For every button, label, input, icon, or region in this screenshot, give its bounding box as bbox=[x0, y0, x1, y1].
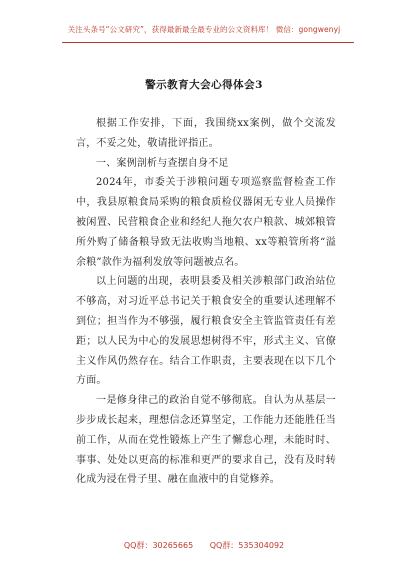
footer-contact bbox=[0, 540, 408, 551]
header-divider bbox=[62, 42, 354, 43]
paragraph-intro: 根据工作安排，下面，我围绕xx案例，做个交流发言，不妥之处，敬请批评指正。 bbox=[76, 118, 336, 149]
paragraph-case: 2024年，市委关于涉粮问题专项巡察监督检查工作中，我县原粮食局采购的粮食质检仪器闲无专业人员操作被闲置、民营粮食企业和经纪人拖欠农户粮款、城郊粮管所外购了储备粮导致无法收购当地粮、xx等粮管所将“溢余粮”款作为福利发放等问题被点名。 bbox=[76, 177, 336, 268]
document-body bbox=[76, 114, 336, 490]
document-title: 警示教育大会心得体会3 bbox=[145, 79, 263, 91]
paragraph-analysis: 以上问题的出现，表明县委及相关涉粮部门政治站位不够高，对习近平总书记关于粮食安全的重要认述理解不到位；担当作为不够强，履行粮食安全主管监管责任有差距；以人民为中心的发展思想树得不牢，形式主义、官僚主义作风仍然存在。结合工作职责，主要表现在以下几个方面。 bbox=[76, 276, 336, 387]
footer-qq-group-2: QQ群：535304092 bbox=[209, 541, 285, 550]
paragraph-point-one: 一是修身律己的政治自觉不够彻底。自认为从基层一步步成长起来，理想信念还算坚定，工作能力还能胜任当前工作，从而在党性锻炼上产生了懈怠心理，未能时时、事事、处处以更高的标准和更严的要求自己，没有及时转化成为浸在骨子里、融在血液中的自觉修养。 bbox=[76, 395, 336, 486]
header-banner: 关注头条号“公文研究”，获得最新最全最专业的公文资料库！ 微信：gongwenyj bbox=[67, 25, 341, 34]
section-heading: 一、案例剖析与查摆自身不足 bbox=[96, 157, 229, 169]
footer-qq-group-1: QQ群：30265665 bbox=[123, 541, 194, 550]
